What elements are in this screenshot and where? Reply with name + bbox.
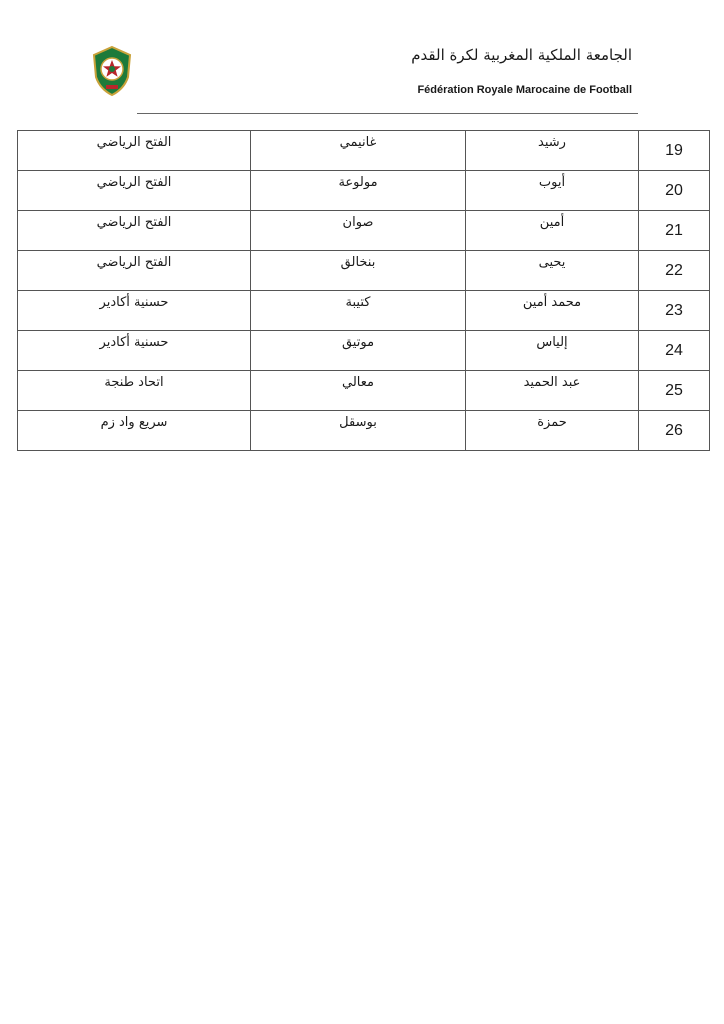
player-first-name: يحيى — [466, 251, 639, 291]
player-club: الفتح الرياضي — [18, 131, 251, 171]
player-number: 21 — [639, 211, 710, 251]
player-last-name: معالي — [251, 371, 466, 411]
federation-title-arabic: الجامعة الملكية المغربية لكرة القدم — [411, 46, 632, 64]
player-club: الفتح الرياضي — [18, 251, 251, 291]
player-number: 23 — [639, 291, 710, 331]
table-row — [18, 411, 710, 451]
player-club: حسنية أكادير — [18, 331, 251, 371]
player-number: 25 — [639, 371, 710, 411]
player-first-name: محمد أمين — [466, 291, 639, 331]
table-row — [18, 371, 710, 411]
table-row — [18, 251, 710, 291]
player-number: 26 — [639, 411, 710, 451]
players-table — [17, 130, 710, 451]
player-club: اتحاد طنجة — [18, 371, 251, 411]
player-first-name: أيوب — [466, 171, 639, 211]
player-last-name: مولوعة — [251, 171, 466, 211]
player-number: 22 — [639, 251, 710, 291]
player-number: 19 — [639, 131, 710, 171]
header-divider — [137, 113, 638, 114]
player-last-name: غانيمي — [251, 131, 466, 171]
federation-title-french: Fédération Royale Marocaine de Football — [417, 84, 632, 96]
player-last-name: صوان — [251, 211, 466, 251]
player-club: الفتح الرياضي — [18, 171, 251, 211]
player-number: 20 — [639, 171, 710, 211]
player-club: الفتح الرياضي — [18, 211, 251, 251]
table-row — [18, 291, 710, 331]
player-last-name: موتيق — [251, 331, 466, 371]
player-first-name: عبد الحميد — [466, 371, 639, 411]
player-first-name: أمين — [466, 211, 639, 251]
player-number: 24 — [639, 331, 710, 371]
player-first-name: حمزة — [466, 411, 639, 451]
table-row — [18, 211, 710, 251]
player-last-name: بنخالق — [251, 251, 466, 291]
table-row — [18, 171, 710, 211]
player-last-name: بوسقل — [251, 411, 466, 451]
frmf-crest-icon — [90, 45, 134, 97]
player-club: حسنية أكادير — [18, 291, 251, 331]
player-first-name: رشيد — [466, 131, 639, 171]
player-first-name: إلياس — [466, 331, 639, 371]
player-last-name: كتيبة — [251, 291, 466, 331]
table-row — [18, 131, 710, 171]
player-club: سريع واد زم — [18, 411, 251, 451]
table-row — [18, 331, 710, 371]
